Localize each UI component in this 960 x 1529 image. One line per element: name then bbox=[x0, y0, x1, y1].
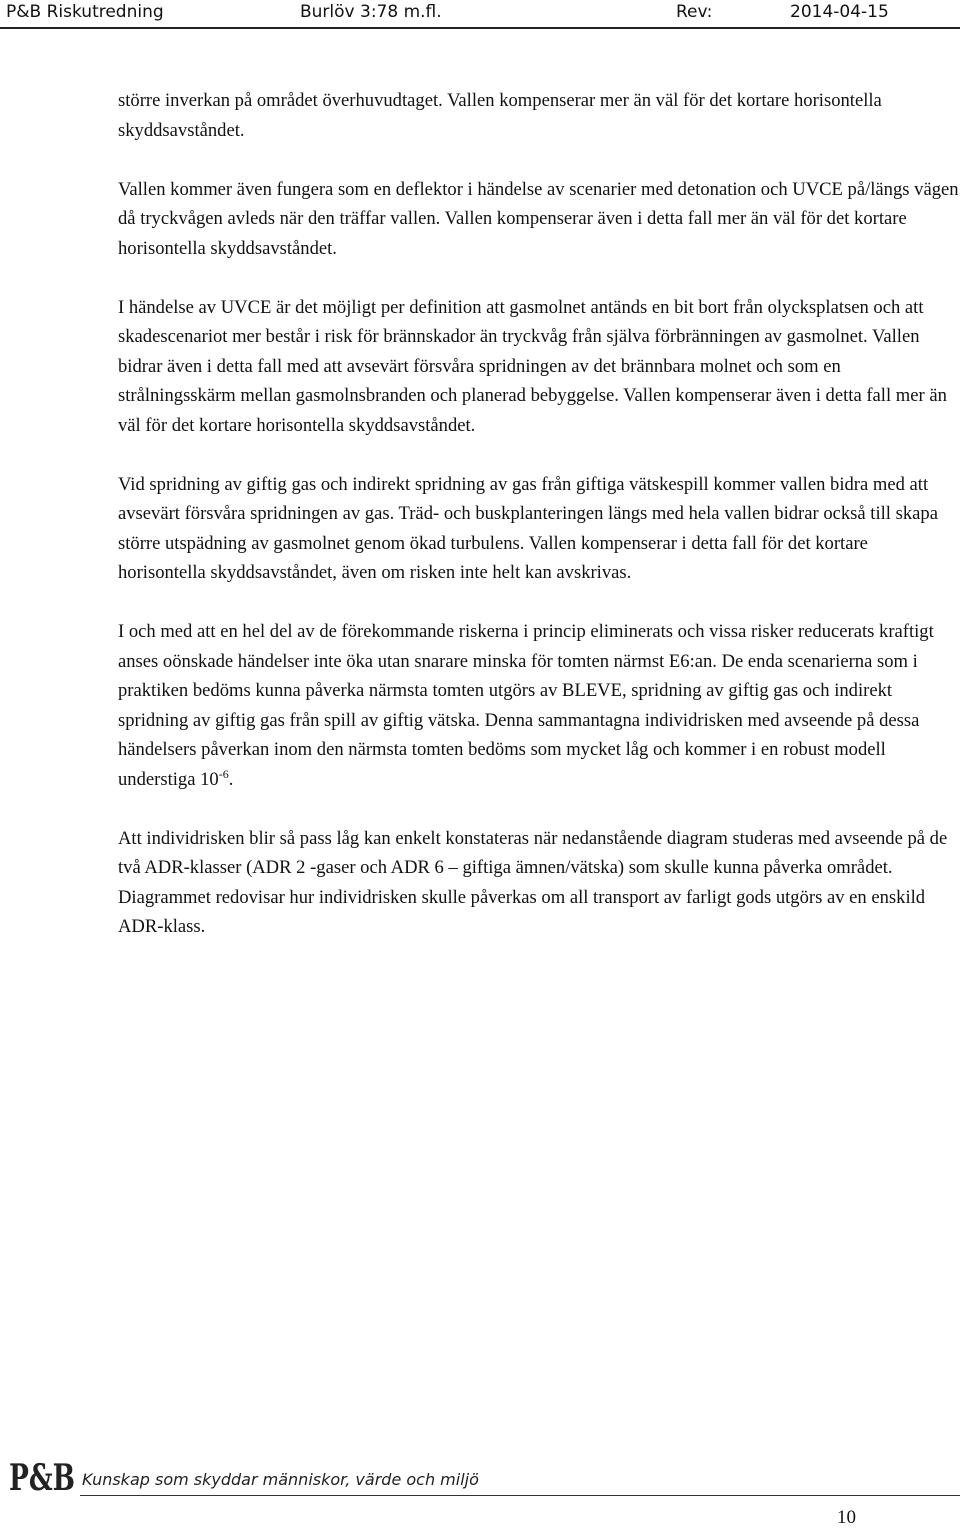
paragraph-5-exponent: -6 bbox=[218, 766, 229, 781]
header-project: Burlöv 3:78 m.fl. bbox=[300, 2, 442, 22]
header-company: P&B Riskutredning bbox=[6, 2, 164, 22]
paragraph-2 bbox=[118, 175, 960, 264]
paragraph-3: I händelse av UVCE är det möjligt per definition att gasmolnet antänds en bit bort från olycksplatsen och att skadescenariot mer består i risk för brännskador än tryckvåg från själva förbränningen av gasmolnet. Vallen bidrar även i detta fall med att avsevärt försvåra spridningen av det brännbara molnet och som en strålningsskärm mellan gasmolnsbranden och planerad bebyggelse. Vallen kompenserar även i detta fall mer än väl för det kortare horisontella skyddsavståndet. bbox=[118, 296, 947, 436]
paragraph-4: Vid spridning av giftig gas och indirekt spridning av gas från giftiga vätskespill kommer vallen bidra med att avsevärt försvåra spridningen av gas. Träd- och buskplanteringen längs med hela vallen bidrar också till skapa större utspädning av gasmolnet genom ökad turbulens. Vallen kompenserar i detta fall för det kortare horisontella skyddsavståndet, även om risken inte helt kan avskrivas. bbox=[118, 473, 938, 583]
pb-logo-text: P&B bbox=[9, 1457, 75, 1499]
header-date: 2014-04-15 bbox=[790, 2, 889, 22]
page-number: 10 bbox=[837, 1507, 856, 1528]
paragraph-5-end: . bbox=[228, 768, 234, 790]
paragraph-5 bbox=[118, 617, 960, 794]
header-rev-label: Rev: bbox=[676, 2, 713, 22]
paragraph-1: större inverkan på området överhuvudtaget. Vallen kompenserar mer än väl för det kortare horisontella skyddsavståndet. bbox=[118, 90, 882, 141]
footer-tagline: Kunskap som skyddar människor, värde och miljö bbox=[82, 1470, 479, 1489]
paragraph-2-part-a: Vallen kommer även fungera som en deflektor i händelse av scenarier med detonation och UVCE på/längs vägen då tryckvågen avleds när den träffar vallen. bbox=[118, 178, 959, 229]
footer-divider bbox=[80, 1495, 960, 1496]
paragraph-5-text: I och med att en hel del av de förekommande riskerna i princip eliminerats och vissa risker reducerats kraftigt anses oönskade händelser inte öka utan snarare minska för tomten närmst E6:an. De enda scenarierna som i praktiken bedöms kunna påverka närmsta tomten utgörs av BLEVE, spridning av giftig gas och indirekt spridning av giftig gas från spill av giftig vätska. Denna sammantagna individrisken med avseende på dessa händelsers påverkan inom den närmsta tomten bedöms som mycket låg och kommer i en robust modell understiga 10 bbox=[118, 621, 934, 790]
header-divider bbox=[0, 27, 960, 29]
pb-logo bbox=[8, 1452, 78, 1499]
paragraph-2-part-b: Vallen kompenserar även i detta fall mer än väl för det kortare horisontella skyddsavståndet. bbox=[118, 208, 907, 259]
document-body bbox=[118, 86, 960, 971]
paragraph-6: Att individrisken blir så pass låg kan enkelt konstateras när nedanstående diagram studeras med avseende på de två ADR-klasser (ADR 2 -gaser och ADR 6 – giftiga ämnen/vätska) som skulle kunna påverka området. Diagrammet redovisar hur individrisken skulle påverkas om all transport av farligt gods utgörs av en enskild ADR-klass. bbox=[118, 827, 948, 937]
page-header bbox=[0, 0, 960, 25]
